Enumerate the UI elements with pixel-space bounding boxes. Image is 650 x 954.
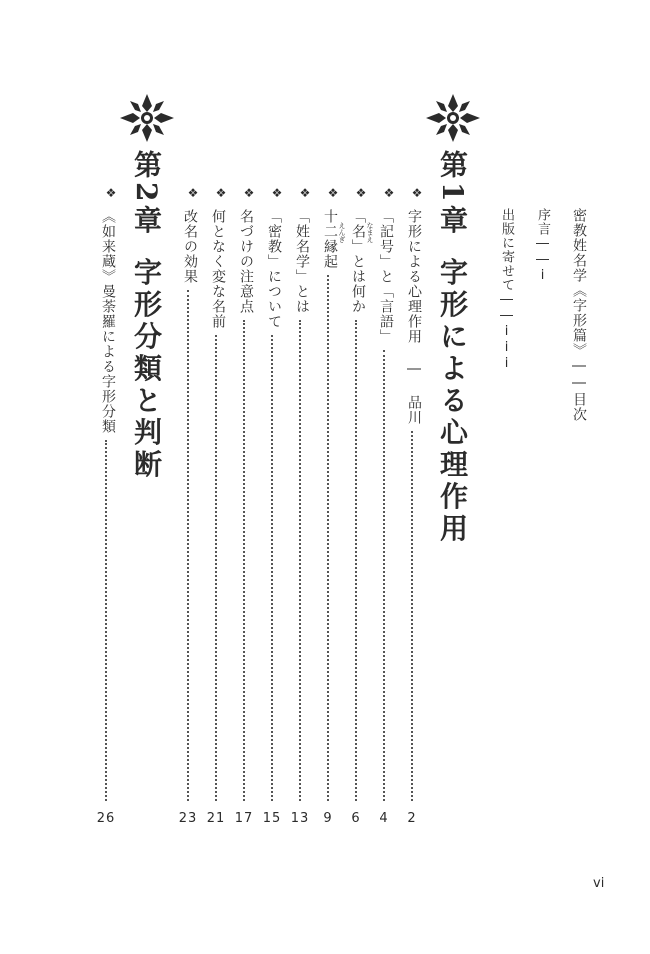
vajra-ornament-icon (424, 92, 482, 144)
diamond-bullet-icon: ❖ (326, 186, 340, 201)
toc-item[interactable] (94, 186, 118, 826)
diamond-bullet-icon: ❖ (186, 186, 200, 201)
chapter-2-title (126, 150, 166, 481)
toc-item-page: 4 (379, 811, 389, 826)
leader-dots (243, 320, 245, 801)
toc-item-label: 何となく変な名前 (210, 209, 226, 329)
toc-item-label: 改名の効果 (182, 209, 198, 284)
leader-dots (383, 350, 385, 801)
leader-dots (327, 275, 329, 801)
toc-item[interactable] (288, 186, 312, 826)
leader-dots (299, 320, 301, 801)
chapter-2-number: 2 (130, 182, 163, 206)
toc-item-page: 2 (407, 811, 417, 826)
toc-item-label: 「名」とは何か (350, 209, 366, 314)
leader-dots (105, 440, 107, 801)
toc-item[interactable] (232, 186, 256, 826)
toc-item-label: 「姓名学」とは (294, 209, 310, 314)
toc-item[interactable] (316, 186, 340, 826)
leader-dots (411, 431, 413, 801)
toc-item-label: 「記号」と「言語」 (378, 209, 394, 344)
toc-item-page: 13 (290, 811, 310, 826)
toc-item[interactable] (400, 186, 424, 826)
diamond-bullet-icon: ❖ (242, 186, 256, 201)
toc-item-page: 6 (351, 811, 361, 826)
toc-item-label: 名づけの注意点 (238, 209, 254, 314)
toc-item-page: 21 (206, 811, 226, 826)
diamond-bullet-icon: ❖ (410, 186, 424, 201)
prelim-publication-note: 出版に寄せて――iii (499, 208, 514, 372)
page-title: 密教姓名学《字形篇》――目次 (571, 208, 587, 422)
chapter-2-name: 字形分類と判断 (130, 257, 163, 482)
chapter-1-name: 字形による心理作用 (436, 257, 469, 546)
leader-dots (271, 335, 273, 801)
leader-dots (187, 290, 189, 801)
chapter-1-prefix: 第 (436, 150, 469, 182)
toc-item[interactable] (176, 186, 200, 826)
vajra-ornament-icon (118, 92, 176, 144)
toc-item[interactable] (204, 186, 228, 826)
toc-item-label: 「密教」について (266, 209, 282, 329)
toc-item-label: 十二縁起 (322, 209, 338, 269)
toc-item-page: 15 (262, 811, 282, 826)
toc-item[interactable] (372, 186, 396, 826)
chapter-2-suffix: 章 (130, 205, 163, 238)
chapter-1-title (432, 150, 472, 545)
chapter-2-prefix: 第 (130, 150, 163, 182)
diamond-bullet-icon: ❖ (270, 186, 284, 201)
toc-item-page: 23 (178, 811, 198, 826)
chapter-1-suffix: 章 (436, 205, 469, 238)
toc-item[interactable] (344, 186, 368, 826)
diamond-bullet-icon: ❖ (298, 186, 312, 201)
toc-item-page: 9 (323, 811, 333, 826)
diamond-bullet-icon: ❖ (382, 186, 396, 201)
toc-item[interactable] (260, 186, 284, 826)
diamond-bullet-icon: ❖ (214, 186, 228, 201)
chapter-1-number: 1 (436, 182, 469, 206)
toc-item-label: 字形による心理作用 ― 品川 (406, 209, 422, 425)
diamond-bullet-icon: ❖ (104, 186, 118, 201)
leader-dots (215, 335, 217, 801)
diamond-bullet-icon: ❖ (354, 186, 368, 201)
toc-item-page: 17 (234, 811, 254, 826)
leader-dots (355, 320, 357, 801)
toc-item-label: 《如来蔵》曼荼羅による字形分類 (100, 209, 116, 434)
page-number: vi (593, 876, 605, 891)
ruby-namae: なまえ (366, 222, 374, 243)
toc-item-page: 26 (96, 811, 116, 826)
ruby-engi: えんぎ (338, 222, 346, 243)
prelim-preface: 序言――i (535, 208, 550, 284)
